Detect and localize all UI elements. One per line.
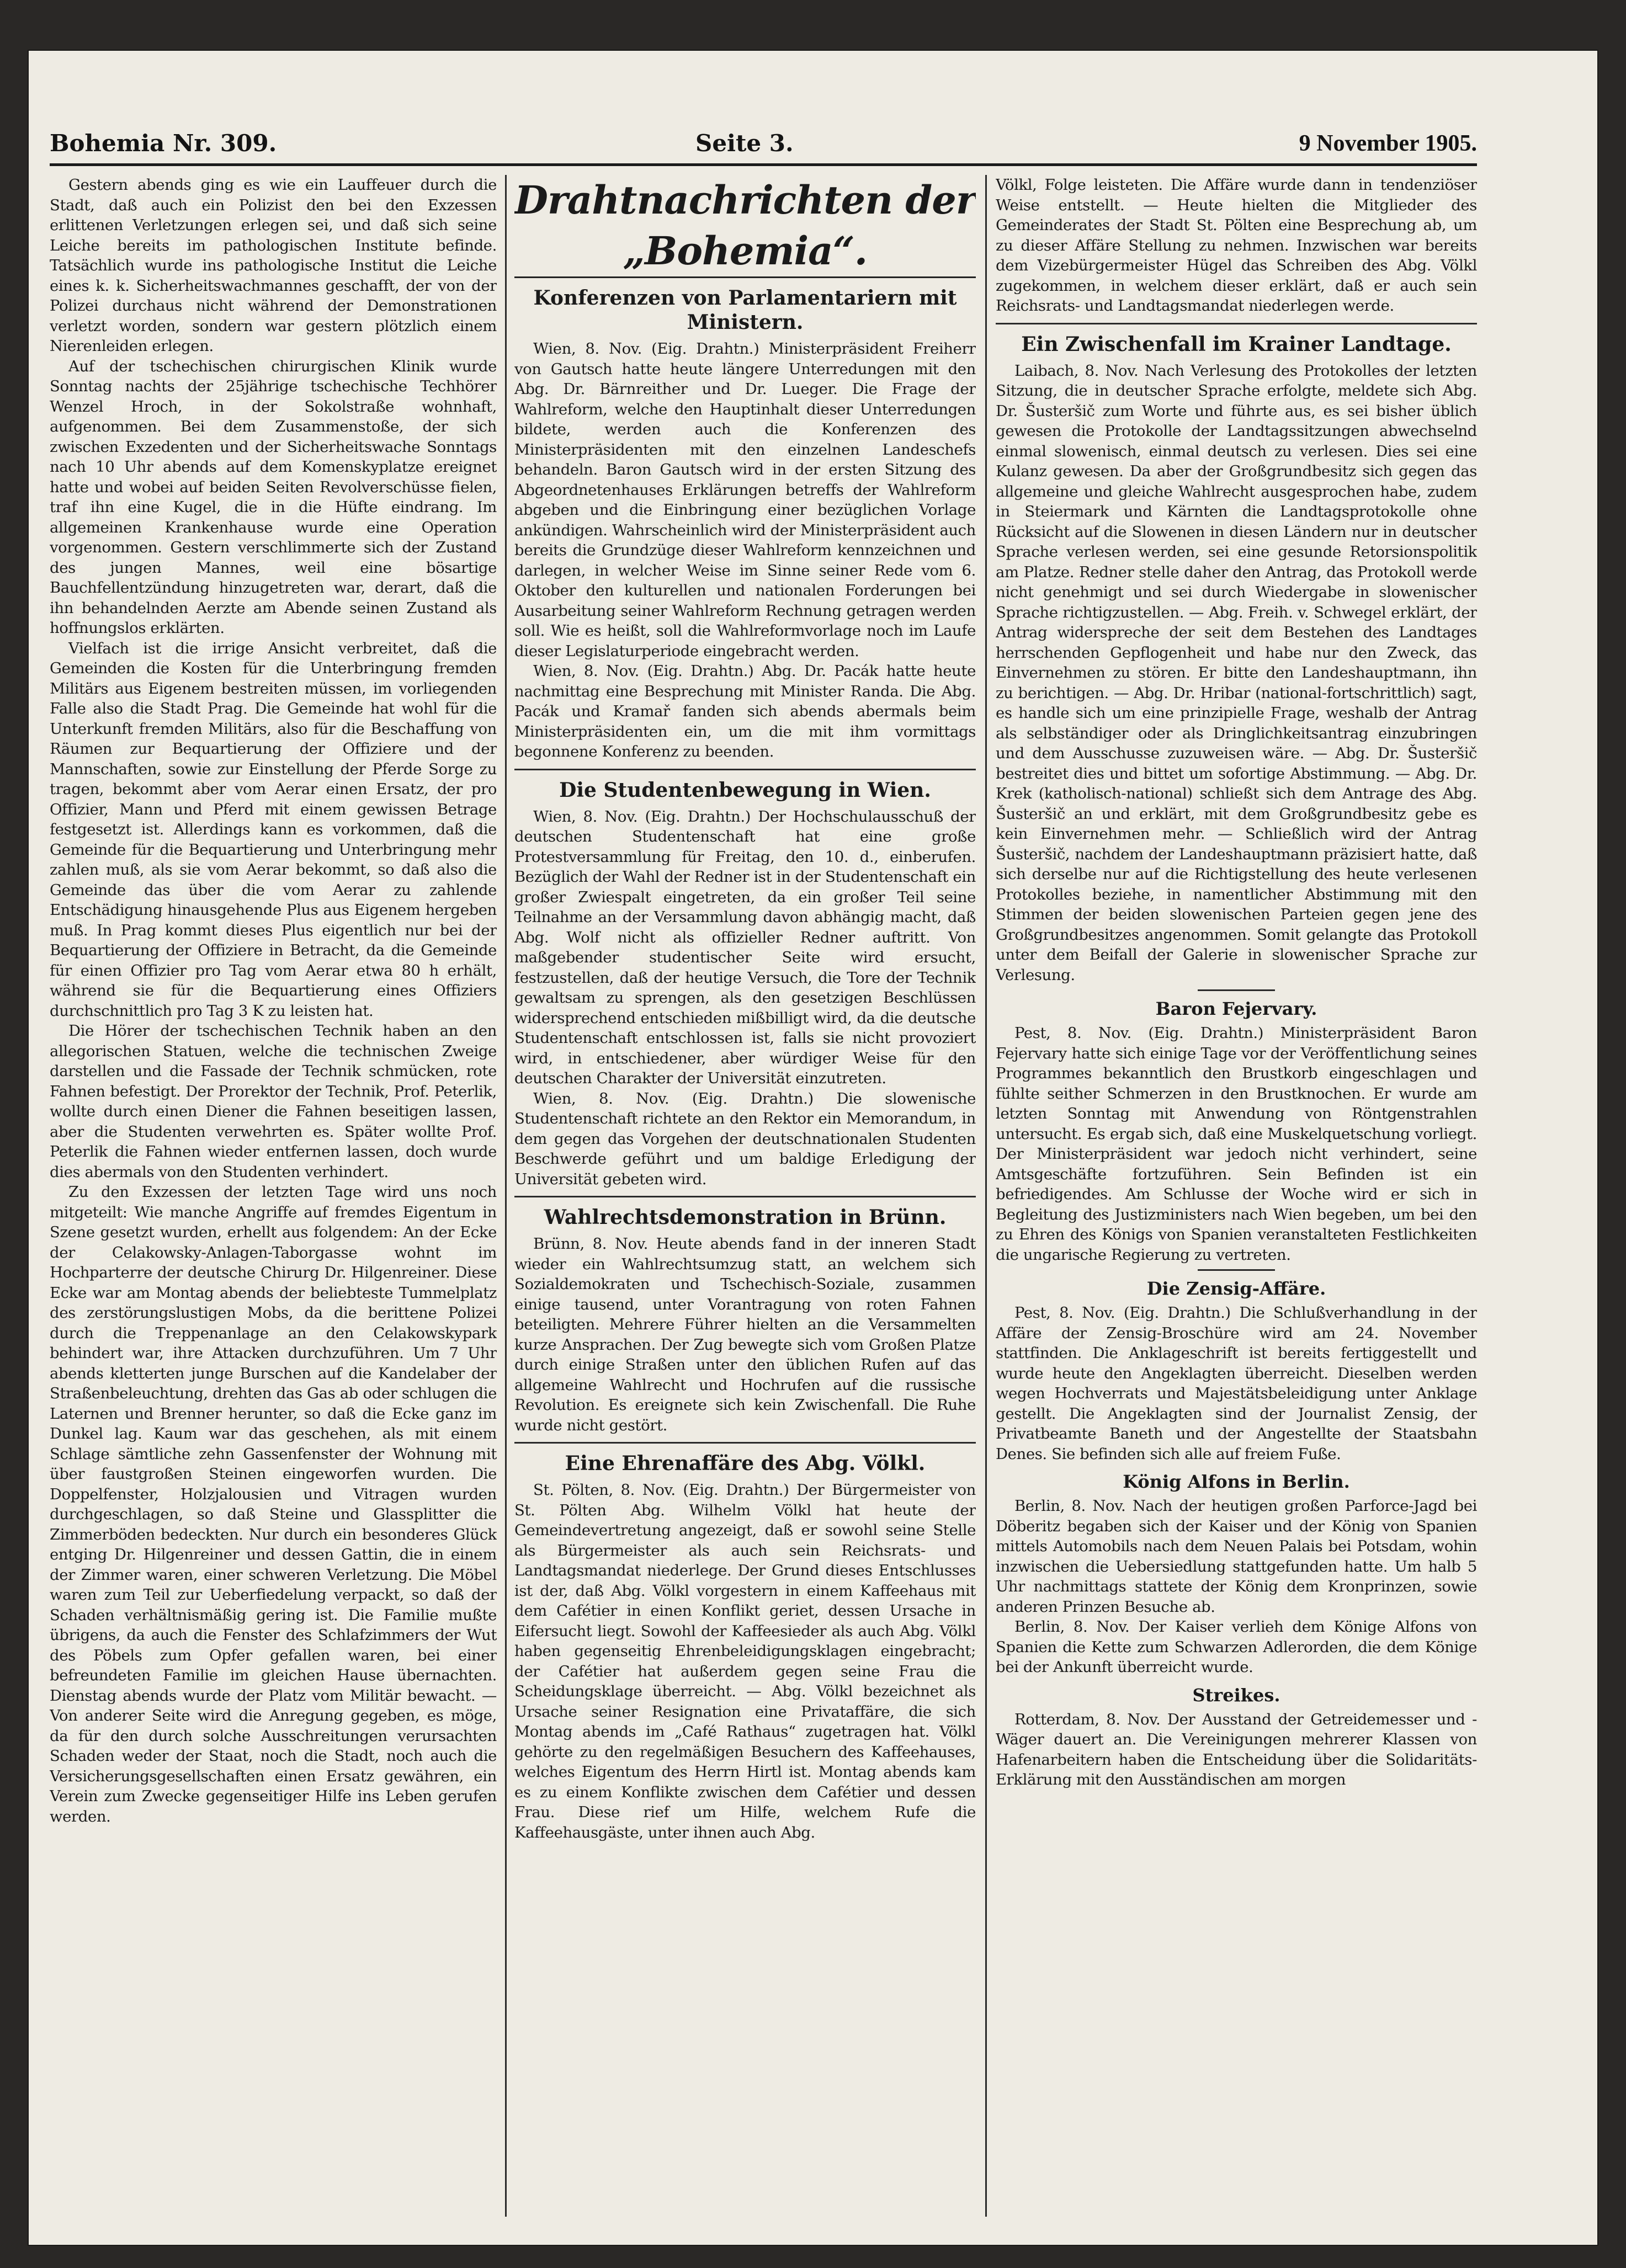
article-divider xyxy=(514,769,976,770)
article-heading: Baron Fejervary. xyxy=(1155,998,1317,1019)
article-divider xyxy=(514,1196,976,1197)
article-divider xyxy=(996,323,1477,324)
column-rule xyxy=(985,175,987,2217)
article-paragraph: Pest, 8. Nov. (Eig. Drahtn.) Ministerpräsident Baron Fejervary hatte sich einige Tage vor der Veröffentlichung seines Programmes bekanntlich den Brustkorb eingeschlagen und fühlte seither Schmerzen in den Brustknochen. Er wurde am letzten Sonntag mit Anwendung von Röntgenstrahlen untersucht. Es ergab sich, daß eine Muskelquetschung vorliegt. Der Ministerpräsident war jedoch nicht verhindert, seine Amtsgeschäfte fortzuführen. Sein Befinden ist ein befriedigendes. Am Schlusse der Woche wird er sich in Begleitung des Justizministers nach Wien begeben, um bei den zu Ehren des Königs von Spanien veranstalteten Festlichkeiten die ungarische Regierung zu vertreten. xyxy=(996,1024,1477,1264)
article-paragraph: Völkl, Folge leisteten. Die Affäre wurde dann in tendenziöser Weise entstellt. — Heute hielten die Mitglieder des Gemeinderates der Stadt St. Pölten eine Besprechung ab, um zu dieser Affäre Stellung zu nehmen. Inzwischen war bereits dem Vizebürgermeister Hügel das Schreiben des Abg. Völkl zugekommen, in welchem dieser erklärt, daß er auch sein Reichsrats- und Landtagsmandat niederlegen werde. xyxy=(996,176,1477,315)
page-header xyxy=(50,116,1477,166)
article-paragraph: Pest, 8. Nov. (Eig. Drahtn.) Die Schlußverhandlung in der Affäre der Zensig-Broschüre wird am 24. November stattfinden. Die Anklageschrift ist bereits fertiggestellt und wurde heute den Angeklagten überreicht. Dieselben werden wegen Hochverrats und Majestätsbeleidigung unter Anklage gestellt. Die Angeklagten sind der Journalist Zensig, der Privatbeamte Baneth und der Angestellte der Staatsbahn Denes. Sie befinden sich alle auf freiem Fuße. xyxy=(996,1304,1477,1463)
article-paragraph: Vielfach ist die irrige Ansicht verbreitet, daß die Gemeinden die Kosten für die Unterbringung fremden Militärs aus Eigenem bestreiten müssen, im vorliegenden Falle also die Stadt Prag. Die Gemeinde hat wohl für die Unterkunft fremden Militärs, also für die Beschaffung von Räumen zur Bequartierung der Offiziere und der Mannschaften, sowie zur Einstellung der Pferde Sorge zu tragen, bekommt aber vom Aerar einen Ersatz, der pro Offizier, Mann und Pferd mit einem gewissen Betrage festgesetzt ist. Allerdings kann es vorkommen, daß die Gemeinde für die Bequartierung und Unterbringung mehr zahlen muß, als sie vom Aerar bekommt, so daß also die Gemeinde das über die vom Aerar zu zahlende Entschädigung hinausgehende Plus aus Eigenem hergeben muß. In Prag kommt dieses Plus eigentlich nur bei der Bequartierung der Offiziere in Betracht, da die Gemeinde für einen Offizier pro Tag vom Aerar etwa 80 h erhält, während sie für die Bequartierung eines Offiziers durchschnittlich pro Tag 3 K zu leisten hat. xyxy=(50,639,497,1020)
article-paragraph: Berlin, 8. Nov. Der Kaiser verlieh dem Könige Alfons von Spanien die Kette zum Schwarzen Adlerorden, die dem Könige bei der Ankunft überreicht wurde. xyxy=(996,1618,1477,1676)
article-heading: Wahlrechtsdemonstration in Brünn. xyxy=(544,1206,947,1229)
article-paragraph: Brünn, 8. Nov. Heute abends fand in der inneren Stadt wieder ein Wahlrechtsumzug statt, an welchem sich Sozialdemokraten und Tschechisch-Soziale, zusammen einige tausend, unter Vorantragung von roten Fahnen beteiligten. Mehrere Führer hielten an die Versammelten kurze Ansprachen. Der Zug bewegte sich vom Großen Platze durch einige Straßen unter den üblichen Rufen auf das allgemeine Wahlrecht und Hochrufen auf die russische Revolution. Es ereignete sich kein Zwischenfall. Die Ruhe wurde nicht gestört. xyxy=(514,1235,976,1434)
newspaper-page xyxy=(29,51,1597,2245)
article-paragraph: Laibach, 8. Nov. Nach Verlesung des Protokolles der letzten Sitzung, die in deutscher Sprache erfolgte, meldete sich Abg. Dr. Šusteršič zum Worte und führte aus, es sei bisher üblich gewesen die Protokolle der Landtagssitzungen abwechselnd einmal slowenisch, einmal deutsch zu verlesen. Dies sei eine Kulanz gewesen. Da aber der Großgrundbesitz sich gegen das allgemeine und gleiche Wahlrecht ausgesprochen habe, zudem in Steiermark und Kärnten die Landtagsprotokolle ohne Rücksicht auf die Slowenen in diesen Ländern nur in deutscher Sprache verlesen werden, sei eine gesunde Retorsionspolitik am Platze. Redner stelle daher den Antrag, das Protokoll werde nicht genehmigt und sei durch Wiedergabe in slowenischer Sprache richtigzustellen. — Abg. Freih. v. Schwegel erklärt, der Antrag widerspreche der seit dem Bestehen des Landtages herrschenden Gepflogenheit und habe nur den Zweck, das Einvernehmen zu stören. Er bitte den Landeshauptmann, ihn zu berichtigen. — Abg. Dr. Hribar (national-fortschrittlich) sagt, es handle sich um eine prinzipielle Frage, weshalb der Antrag als selbständiger oder als Dringlichkeitsantrag einzubringen und dem Ausschusse zuzuweisen wäre. — Abg. Dr. Šusteršič bestreitet dies und bittet um sofortige Abstimmung. — Abg. Dr. Krek (katholisch-national) schließt sich dem Antrage des Abg. Šusteršič an und erklärt, mit dem Großgrundbesitz gebe es kein Einvernehmen mehr. — Schließlich wird der Antrag Šusteršič, nachdem der Landeshauptmann präzisiert hatte, daß sich derselbe nur auf die Richtigstellung des heute verlesenen Protokolles beziehe, in namentlicher Abstimmung mit den Stimmen der beiden slowenischen Parteien gegen jene des Großgrundbesitzes angenommen. Somit gelangte das Protokoll unter dem Beifall der Galerie in slowenischer Sprache zur Verlesung. xyxy=(996,361,1477,984)
column-1 xyxy=(50,175,497,2195)
header-page-number: Seite 3. xyxy=(695,130,794,157)
article-paragraph: Wien, 8. Nov. (Eig. Drahtn.) Ministerpräsident Freiherr von Gautsch hatte heute längere Unterredungen mit den Abg. Dr. Bärnreither und Dr. Lueger. Die Frage der Wahlreform, welche den Hauptinhalt dieser Unterredungen bildete, werden auch die Konferenzen des Ministerpräsidenten mit den einzelnen Landeschefs behandeln. Baron Gautsch wird in der ersten Sitzung des Abgeordnetenhauses Erklärungen betreffs der Wahlreform abgeben und die Einbringung einer bezüglichen Vorlage ankündigen. Wahrscheinlich wird der Ministerpräsident auch bereits die Grundzüge dieser Wahlreform kennzeichnen und darlegen, in welcher Weise im Sinne seiner Rede vom 6. Oktober den kulturellen und nationalen Forderungen bei Ausarbeitung seiner Wahlreform Rechnung getragen werden soll. Wie es heißt, soll die Wahlreformvorlage noch im Laufe dieser Legislaturperiode eingebracht werden. xyxy=(514,340,976,660)
article-paragraph: Gestern abends ging es wie ein Lauffeuer durch die Stadt, daß auch ein Polizist den bei den Exzessen erlittenen Verletzungen erlegen sei, und daß sich seine Leiche bereits im pathologischen Institute befinde. Tatsächlich wurde ins pathologische Institut die Leiche eines k. k. Sicherheitswachmannes geschafft, der von der Polizei durchaus nicht während der Demonstrationen verletzt worden, sondern war gestern plötzlich einem Nierenleiden erlegen. xyxy=(50,176,497,355)
article-heading: Streikes. xyxy=(1192,1684,1280,1706)
short-divider xyxy=(1198,989,1275,991)
article-paragraph: Auf der tschechischen chirurgischen Klinik wurde Sonntag nachts der 25jährige tschechische Techhörer Wenzel Hroch, in der Sokolstraße wohnhaft, aufgenommen. Bei dem Zusammenstoße, der sich zwischen Exzedenten und der Sicherheitswache Sonntags nach 10 Uhr abends auf dem Komenskyplatze ereignet hatte und wobei auf beiden Seiten Revolverschüsse fielen, traf ihn eine Kugel, die in die Hüfte eindrang. Im allgemeinen Krankenhause wurde eine Operation vorgenommen. Gestern verschlimmerte sich der Zustand des jungen Mannes, weil eine bösartige Bauchfellentzündung hinzugetreten war, derart, daß die ihn behandelnden Aerzte am Abende seinen Zustand als hoffnungslos erklärten. xyxy=(50,357,497,637)
article-heading: Eine Ehrenaffäre des Abg. Völkl. xyxy=(565,1452,926,1475)
column-rule xyxy=(505,175,507,2217)
article-paragraph: Rotterdam, 8. Nov. Der Ausstand der Getreidemesser und -Wäger dauert an. Die Vereinigungen mehrerer Klassen von Hafenarbeitern haben die Entscheidung über die Solidaritäts-Erklärung mit den Ausständischen am morgen xyxy=(996,1710,1477,1788)
article-heading: König Alfons in Berlin. xyxy=(1123,1471,1350,1492)
article-paragraph: St. Pölten, 8. Nov. (Eig. Drahtn.) Der Bürgermeister von St. Pölten Abg. Wilhelm Völkl hat heute der Gemeindevertretung angezeigt, daß er sowohl seine Stelle als Bürgermeister als auch sein Reichsrats- und Landtagsmandat niederlege. Der Grund dieses Entschlusses ist der, daß Abg. Völkl vorgestern in einem Kaffeehaus mit dem Cafétier in einen Konflikt geriet, dessen Ursache in Eifersucht liegt. Sowohl der Kaffeesieder als auch Abg. Völkl haben gegenseitig Ehrenbeleidigungsklagen eingebracht; der Cafétier hat außerdem gegen seine Frau die Scheidungsklage überreicht. — Abg. Völkl bezeichnet als Ursache seiner Resignation eine Privataffäre, die sich Montag abends im „Café Rathaus“ zugetragen hat. Völkl gehörte zu den regelmäßigen Besuchern des Kaffeehauses, welches Eigentum des Herrn Hirtl ist. Montag abends kam es zu einem Konflikte zwischen dem Cafétier und dessen Frau. Diese rief um Hilfe, welchem Rufe die Kaffeehausgäste, unter ihnen auch Abg. xyxy=(514,1481,976,1841)
article-heading: Ein Zwischenfall im Krainer Landtage. xyxy=(1021,332,1452,356)
article-heading: Die Studentenbewegung in Wien. xyxy=(559,778,931,802)
header-date: 9 November 1905. xyxy=(1299,131,1477,156)
article-heading: Die Zensig-Affäre. xyxy=(1146,1278,1326,1299)
article-heading: Konferenzen von Parlamentariern mit Ministern. xyxy=(533,286,957,334)
article-paragraph: Wien, 8. Nov. (Eig. Drahtn.) Die slowenische Studentenschaft richtete an den Rektor ein Memorandum, in dem gegen das Vorgehen der deutschnationalen Studenten Beschwerde geführt und um baldige Erledigung der Universität gebeten wird. xyxy=(514,1089,976,1188)
article-paragraph: Die Hörer der tschechischen Technik haben an den allegorischen Statuen, welche die technischen Zweige darstellen und die Fassade der Technik schmücken, rote Fahnen befestigt. Der Prorektor der Technik, Prof. Peterlik, wollte durch einen Diener die Fahnen beseitigen lassen, aber die Studenten verwehrten es. Später wollte Prof. Peterlik die Fahnen wieder entfernen lassen, doch wurde dies abermals von den Studenten verhindert. xyxy=(50,1022,497,1181)
article-paragraph: Berlin, 8. Nov. Nach der heutigen großen Parforce-Jagd bei Döberitz begaben sich der Kaiser und der König von Spanien mittels Automobils nach dem Neuen Palais bei Potsdam, wohin inzwischen die Uebersiedlung stattgefunden hatte. Um halb 5 Uhr nachmittags stattete der König dem Kronprinzen, sowie anderen Prinzen Besuche ab. xyxy=(996,1497,1477,1616)
article-paragraph: Wien, 8. Nov. (Eig. Drahtn.) Abg. Dr. Pacák hatte heute nachmittag eine Besprechung mit Minister Randa. Die Abg. Pacák und Kramař fanden sich abends abermals beim Ministerpräsidenten ein, um die mit ihm vormittags begonnene Konferenz zu beenden. xyxy=(514,662,976,760)
column-3 xyxy=(996,175,1477,2195)
article-divider xyxy=(514,1442,976,1444)
article-paragraph: Wien, 8. Nov. (Eig. Drahtn.) Der Hochschulausschuß der deutschen Studentenschaft hat eine große Protestversammlung für Freitag, den 10. d., einberufen. Bezüglich der Wahl der Redner ist in der Studentenschaft ein großer Zwiespalt eingetreten, da ein großer Teil seine Teilnahme an der Versammlung davon abhängig macht, daß Abg. Wolf nicht als offizieller Redner auftritt. Von maßgebender studentischer Seite wird ersucht, festzustellen, daß der heutige Versuch, die Tore der Technik gewaltsam zu sprengen, als den gesetzigen Beschlüssen widersprechend entschieden mißbilligt wird, da die deutsche Studentenschaft entschlossen ist, falls sie nicht provoziert wird, in entschiedener, aber würdiger Weise für den deutschen Charakter der Universität einzutreten. xyxy=(514,807,976,1087)
column-2 xyxy=(514,175,976,2195)
section-masthead: Drahtnachrichten der „Bohemia“. xyxy=(514,175,976,278)
article-paragraph: Zu den Exzessen der letzten Tage wird uns noch mitgeteilt: Wie manche Angriffe auf fremdes Eigentum in Szene gesetzt wurden, erhellt aus folgendem: An der Ecke der Celakowsky-Anlagen-Taborgasse wohnt im Hochparterre der deutsche Chirurg Dr. Hilgenreiner. Diese Ecke war am Montag abends der beliebteste Tummelplatz des zerstörungslustigen Mobs, da die berittene Polizei durch die Treppenanlage an den Celakowskypark behindert war, ihre Attacken durchzuführen. Um 7 Uhr abends kletterten junge Burschen auf die Kandelaber der Straßenbeleuchtung, drehten das Gas ab oder schlugen die Laternen und Brenner herunter, so daß die Ecke ganz im Dunkel lag. Kaum war das geschehen, als mit einem Schlage sämtliche zehn Gassenfenster der Wohnung mit über faustgroßen Steinen eingeworfen wurden. Die Doppelfenster, Holzjalousien und Vitragen wurden durchgeschlagen, so daß Steine und Glassplitter die Zimmerböden bedeckten. Nur durch ein besonderes Glück entging Dr. Hilgenreiner und dessen Gattin, die in einem der Zimmer waren, einer schweren Verletzung. Die Möbel waren zum Teil zur Ueberfiedelung verpackt, so daß der Schaden verhältnismäßig gering ist. Die Familie mußte übrigens, da auch die Fenster des Schlafzimmers der Wut des Pöbels zum Opfer gefallen waren, bei einer befreundeten Familie im gleichen Hause übernachten. Dienstag abends wurde der Platz vom Militär bewacht. — Von anderer Seite wird die Anregung gegeben, es möge, da für den durch solche Ausschreitungen verursachten Schaden weder der Staat, noch die Stadt, noch auch die Versicherungsgesellschaften einen Ersatz gewähren, ein Verein zum Zwecke gegenseitiger Hilfe ins Leben gerufen werden. xyxy=(50,1183,497,1825)
short-divider xyxy=(1198,1269,1275,1271)
header-paper-issue: Bohemia Nr. 309. xyxy=(50,130,277,157)
